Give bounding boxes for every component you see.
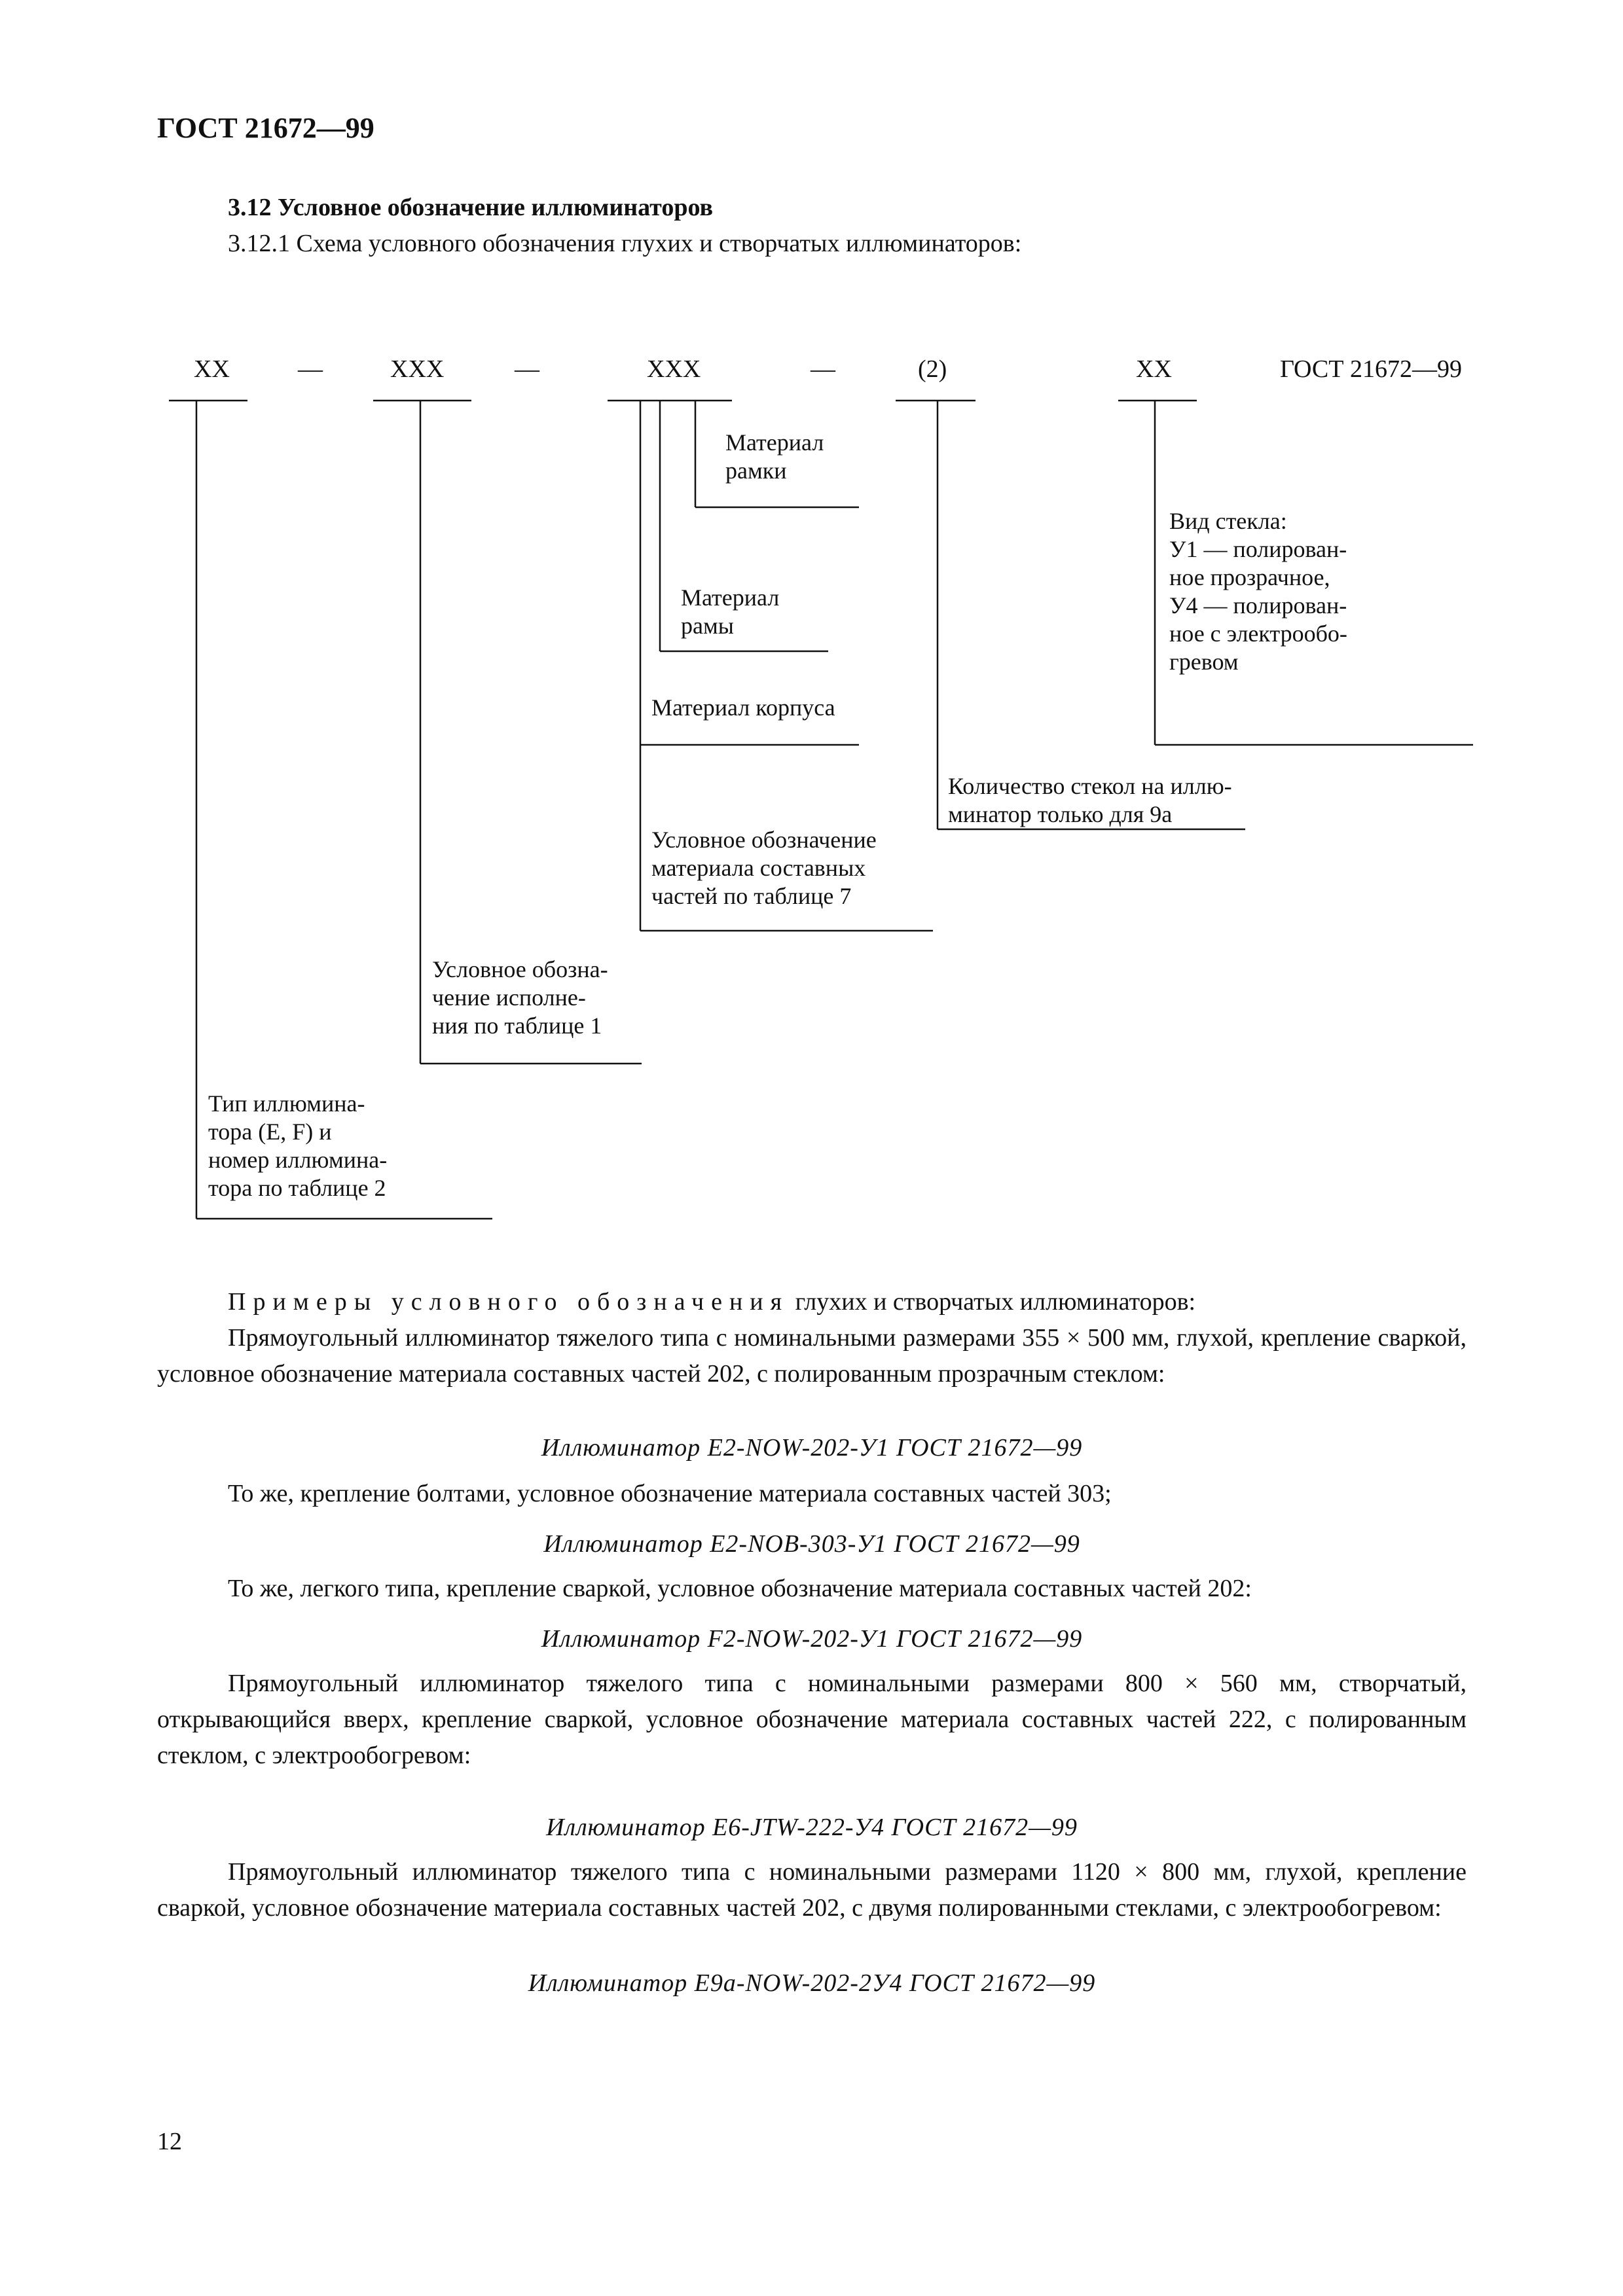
label-glass-count: Количество стекол на иллю- минатор только для 9а	[948, 773, 1232, 827]
code-type: XX	[194, 355, 230, 383]
examples-intro-rest: глухих и створчатых иллюминаторов:	[789, 1288, 1196, 1316]
examples-intro-spaced: Примеры условного обозначения	[228, 1288, 790, 1316]
example-paragraph-1: Прямоугольный иллюминатор тяжелого типа с номинальными размерами 355 × 500 мм, глухой, крепление сваркой, условное обозначение материала составных частей 202, с полированным прозрачным стеклом:	[157, 1324, 1467, 1388]
example-designation-5: Иллюминатор E9a-NOW-202-2У4 ГОСТ 21672—99	[528, 1969, 1096, 1997]
label-body-material: Материал корпуса	[651, 694, 835, 721]
example-paragraph-5: Прямоугольный иллюминатор тяжелого типа с номинальными размерами 1120 × 800 мм, глухой, крепление сваркой, условное обозначение материала составных частей 202, с двумя полированными стеклами, с электрообогревом:	[157, 1858, 1467, 1922]
code-glass-count: (2)	[918, 355, 947, 383]
example-designation-1: Иллюминатор E2-NOW-202-У1 ГОСТ 21672—99	[541, 1434, 1083, 1462]
section-subtitle: 3.12.1 Схема условного обозначения глухих и створчатых иллюминаторов:	[228, 230, 1022, 257]
section-title: 3.12 Условное обозначение иллюминаторов	[228, 194, 714, 221]
label-type: Тип иллюмина- тора (Е, F) и номер иллюмина- тора по таблице 2	[208, 1090, 388, 1201]
page-number: 12	[157, 2128, 182, 2155]
code-dash-2: —	[515, 355, 539, 383]
code-parts: XXX	[647, 355, 701, 383]
code-glass-type: XX	[1136, 355, 1172, 383]
example-designation-2: Иллюминатор E2-NOB-303-У1 ГОСТ 21672—99	[543, 1530, 1080, 1558]
label-parts-material: Условное обозначение материала составных частей по таблице 7	[651, 827, 877, 909]
example-paragraph-3: То же, легкого типа, крепление сваркой, условное обозначение материала составных частей 202:	[228, 1575, 1252, 1602]
example-paragraph-2: То же, крепление болтами, условное обозначение материала составных частей 303;	[228, 1480, 1112, 1507]
label-frame-material: Материал рамки	[725, 429, 824, 484]
example-designation-3: Иллюминатор F2-NOW-202-У1 ГОСТ 21672—99	[541, 1625, 1083, 1653]
code-standard: ГОСТ 21672—99	[1280, 355, 1462, 383]
code-dash-1: —	[298, 355, 323, 383]
example-paragraph-4: Прямоугольный иллюминатор тяжелого типа с номинальными размерами 800 × 560 мм, створчатый, открывающийся вверх, крепление сваркой, условное обозначение материала составных частей 222, с полированным стеклом, с электрообогревом:	[157, 1670, 1467, 1769]
code-dash-3: —	[811, 355, 835, 383]
label-execution: Условное обозна- чение исполне- ния по таблице 1	[432, 956, 608, 1039]
label-glass-type: Вид стекла: У1 — полирован- ное прозрачное, У4 — полирован- ное с электрообо- гревом	[1169, 508, 1347, 675]
document-header: ГОСТ 21672—99	[157, 112, 374, 144]
example-designation-4: Иллюминатор E6-JTW-222-У4 ГОСТ 21672—99	[546, 1814, 1078, 1841]
label-sash-material: Материал рамы	[681, 584, 780, 639]
examples-intro	[157, 1284, 1467, 1320]
code-execution: XXX	[390, 355, 445, 383]
